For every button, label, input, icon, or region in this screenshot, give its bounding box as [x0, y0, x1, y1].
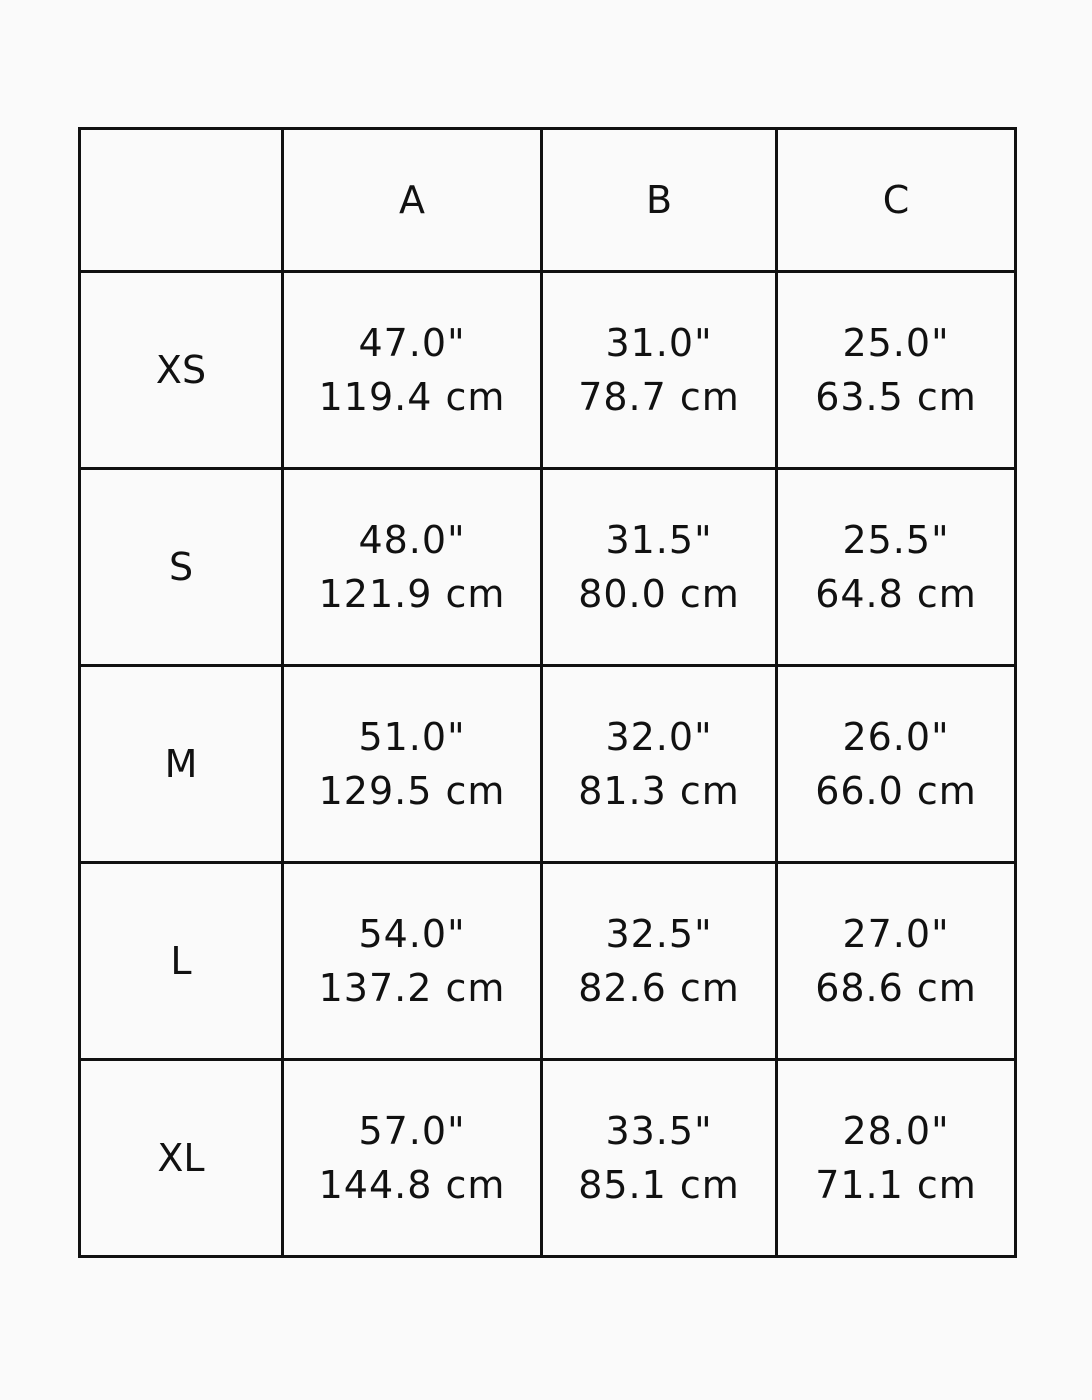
size-label: M — [80, 666, 283, 863]
measurement-cell — [777, 863, 1016, 1060]
measurement-cell — [777, 469, 1016, 666]
inch-value: 31.5" — [605, 518, 713, 562]
cm-value: 64.8 cm — [815, 572, 977, 616]
measurement-cell — [283, 272, 542, 469]
inch-value: 57.0" — [358, 1109, 466, 1153]
inch-value: 48.0" — [358, 518, 466, 562]
inch-value: 26.0" — [842, 715, 950, 759]
measurement-cell — [777, 666, 1016, 863]
inch-value: 32.5" — [605, 912, 713, 956]
cm-value: 82.6 cm — [578, 966, 740, 1010]
cm-value: 63.5 cm — [815, 375, 977, 419]
size-label: XS — [80, 272, 283, 469]
table-row — [80, 272, 1016, 469]
table-row — [80, 666, 1016, 863]
measurement-cell — [542, 1060, 777, 1257]
table-row — [80, 469, 1016, 666]
measurement-cell — [283, 863, 542, 1060]
cm-value: 78.7 cm — [578, 375, 740, 419]
cm-value: 80.0 cm — [578, 572, 740, 616]
inch-value: 32.0" — [605, 715, 713, 759]
table-row — [80, 863, 1016, 1060]
cm-value: 68.6 cm — [815, 966, 977, 1010]
cm-value: 121.9 cm — [318, 572, 506, 616]
header-column-a: A — [283, 129, 542, 272]
size-label: XL — [80, 1060, 283, 1257]
measurement-cell — [283, 666, 542, 863]
table-row — [80, 1060, 1016, 1257]
inch-value: 33.5" — [605, 1109, 713, 1153]
header-row — [80, 129, 1016, 272]
cm-value: 66.0 cm — [815, 769, 977, 813]
cm-value: 129.5 cm — [318, 769, 506, 813]
size-chart-table — [78, 127, 1017, 1258]
cm-value: 85.1 cm — [578, 1163, 740, 1207]
measurement-cell — [283, 469, 542, 666]
measurement-cell — [777, 1060, 1016, 1257]
inch-value: 54.0" — [358, 912, 466, 956]
cm-value: 119.4 cm — [318, 375, 506, 419]
measurement-cell — [542, 666, 777, 863]
header-corner-cell — [80, 129, 283, 272]
inch-value: 31.0" — [605, 321, 713, 365]
cm-value: 81.3 cm — [578, 769, 740, 813]
header-column-c: C — [777, 129, 1016, 272]
inch-value: 25.5" — [842, 518, 950, 562]
size-label: S — [80, 469, 283, 666]
measurement-cell — [542, 863, 777, 1060]
size-label: L — [80, 863, 283, 1060]
measurement-cell — [777, 272, 1016, 469]
inch-value: 27.0" — [842, 912, 950, 956]
cm-value: 137.2 cm — [318, 966, 506, 1010]
inch-value: 51.0" — [358, 715, 466, 759]
cm-value: 71.1 cm — [815, 1163, 977, 1207]
header-column-b: B — [542, 129, 777, 272]
measurement-cell — [542, 272, 777, 469]
inch-value: 25.0" — [842, 321, 950, 365]
measurement-cell — [283, 1060, 542, 1257]
inch-value: 47.0" — [358, 321, 466, 365]
cm-value: 144.8 cm — [318, 1163, 506, 1207]
inch-value: 28.0" — [842, 1109, 950, 1153]
measurement-cell — [542, 469, 777, 666]
